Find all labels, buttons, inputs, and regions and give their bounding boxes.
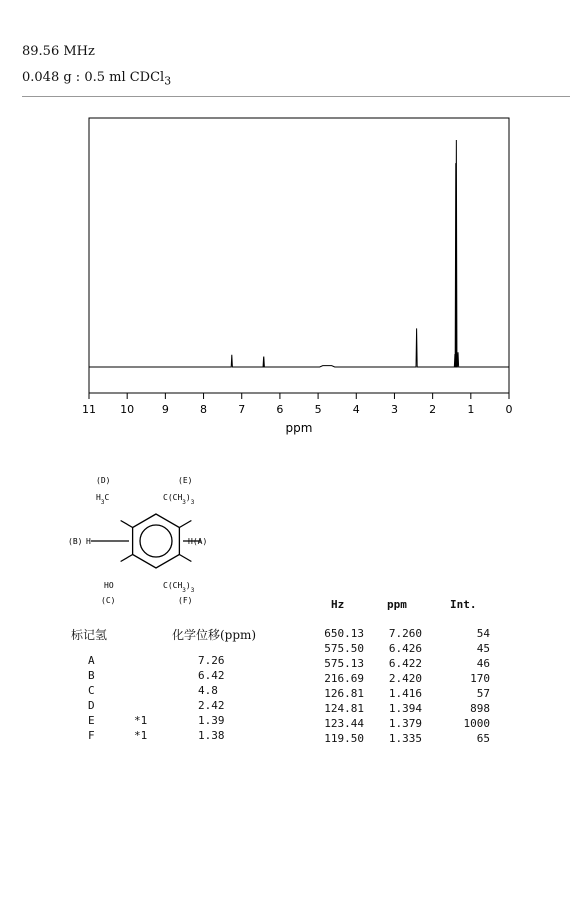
x-tick-label: 10 xyxy=(120,403,135,416)
tbutyl-bottom: $C(CH_3)_3$ xyxy=(163,581,195,594)
label-f: (F) xyxy=(178,596,193,605)
peak-ppm: 6.426 xyxy=(388,642,422,655)
peak-header-ppm: ppm xyxy=(387,598,407,611)
peak-hz: 575.50 xyxy=(324,642,364,655)
ho-group: HO xyxy=(104,581,114,590)
x-tick-label: 1 xyxy=(467,403,475,416)
x-tick-label: 4 xyxy=(352,403,360,416)
peak-int: 54 xyxy=(476,627,490,640)
assignment-row xyxy=(0,669,260,684)
peak-header-hz: Hz xyxy=(331,598,345,611)
peak-hz: 216.69 xyxy=(324,672,364,685)
peak-ppm: 1.379 xyxy=(388,717,422,730)
plot-frame xyxy=(89,118,509,393)
assignment-label: E xyxy=(88,714,95,727)
peak-int: 45 xyxy=(476,642,490,655)
ring-bonds xyxy=(91,514,201,568)
peak-hz: 124.81 xyxy=(324,702,364,715)
peak-hz: 119.50 xyxy=(324,732,364,745)
peak-header-int: Int. xyxy=(450,598,477,611)
assignment-shift: 6.42 xyxy=(198,669,225,682)
peak-hz: 650.13 xyxy=(324,627,364,640)
sample-text: 0.048 g : 0.5 ml CDCl xyxy=(22,70,165,85)
peak-ppm: 2.420 xyxy=(388,672,422,685)
spectrum-trace xyxy=(89,140,509,367)
assignment-row xyxy=(0,684,260,699)
assignment-row xyxy=(0,714,260,729)
x-tick-label: 5 xyxy=(314,403,322,416)
peak-ppm: 6.422 xyxy=(388,657,422,670)
label-b: (B) xyxy=(68,537,83,546)
tbutyl-top: $C(CH_3)_3$ xyxy=(163,493,195,506)
peak-ppm: 7.260 xyxy=(388,627,422,640)
spectrometer-frequency: 89.56 MHz xyxy=(22,44,95,59)
sample-subscript: 3 xyxy=(164,74,172,88)
x-tick-label: 11 xyxy=(82,403,96,416)
assignment-header-label: 标记氢 xyxy=(71,628,108,642)
x-tick-label: 3 xyxy=(390,403,398,416)
h3c-group: $H_3C$ xyxy=(96,493,110,506)
peak-int: 898 xyxy=(470,702,490,715)
nmr-spectrum-chart xyxy=(0,0,570,450)
x-tick-label: 7 xyxy=(238,403,246,416)
assignment-label: C xyxy=(88,684,95,697)
peak-int: 65 xyxy=(476,732,490,745)
peak-hz: 126.81 xyxy=(324,687,364,700)
label-d: (D) xyxy=(96,476,111,485)
assignment-label: A xyxy=(88,654,95,667)
assignment-note: *1 xyxy=(134,714,148,727)
peak-ppm: 1.394 xyxy=(388,702,422,715)
x-tick-label: 9 xyxy=(161,403,169,416)
x-axis-label: ppm xyxy=(285,421,313,435)
x-tick-label: 2 xyxy=(429,403,437,416)
label-a: H(A) xyxy=(188,537,208,546)
x-tick-label: 6 xyxy=(276,403,284,416)
label-e: (E) xyxy=(178,476,193,485)
peak-hz: 575.13 xyxy=(324,657,364,670)
assignment-row xyxy=(0,729,260,744)
peak-int: 170 xyxy=(470,672,490,685)
x-tick-label: 8 xyxy=(200,403,208,416)
aromatic-circle xyxy=(140,525,172,557)
assignment-shift: 2.42 xyxy=(198,699,225,712)
assignment-note: *1 xyxy=(134,729,148,742)
assignment-row xyxy=(0,699,260,714)
peak-int: 57 xyxy=(476,687,490,700)
assignment-shift: 7.26 xyxy=(198,654,225,667)
peak-int: 1000 xyxy=(463,717,490,730)
assignment-shift: 1.39 xyxy=(198,714,225,727)
assignment-label: B xyxy=(88,669,95,682)
h-b: H xyxy=(86,537,91,546)
peak-ppm: 1.416 xyxy=(388,687,422,700)
assignment-shift: 4.8 xyxy=(198,684,218,697)
assignment-shift: 1.38 xyxy=(198,729,225,742)
peak-ppm: 1.335 xyxy=(388,732,422,745)
peak-int: 46 xyxy=(476,657,490,670)
assignment-row xyxy=(0,654,260,669)
assignment-header-shift: 化学位移(ppm) xyxy=(172,628,257,642)
x-tick-label: 0 xyxy=(505,403,513,416)
x-axis xyxy=(82,393,513,416)
peak-hz: 123.44 xyxy=(324,717,364,730)
assignment-label: D xyxy=(88,699,95,712)
assignment-label: F xyxy=(88,729,95,742)
label-c: (C) xyxy=(101,596,116,605)
molecule-structure xyxy=(60,470,260,610)
